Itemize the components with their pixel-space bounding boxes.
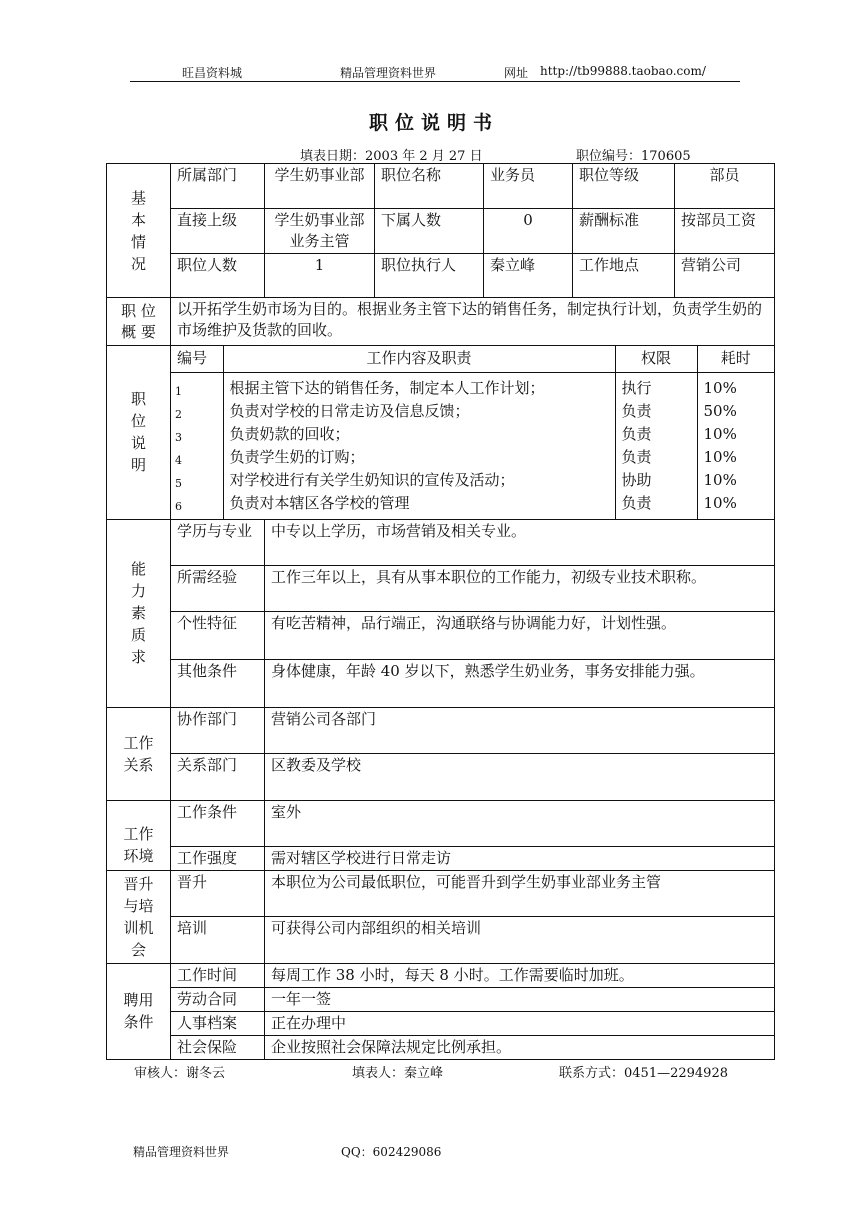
promotion-label: 晋升: [171, 870, 265, 916]
promotion-label: 培训: [171, 916, 265, 963]
bottom-left: 精品管理资料世界: [133, 1145, 230, 1159]
ability-label: 其他条件: [171, 659, 265, 707]
duty-time-list: 10% 50% 10% 10% 10% 10%: [697, 372, 774, 519]
fill-date: [300, 145, 483, 164]
cell: 0: [484, 209, 573, 254]
section-ability: 能力素质求: [107, 519, 171, 707]
relations-label: 关系部门: [171, 753, 265, 800]
section-promotion: 晋升与培训机会: [107, 870, 171, 963]
header-authority: 权限: [615, 346, 697, 372]
header-content: 工作内容及职责: [223, 346, 615, 372]
cell: 下属人数: [375, 209, 484, 254]
cell: 部员: [675, 164, 775, 209]
employment-label: 工作时间: [171, 963, 265, 987]
cell: 职位执行人: [375, 254, 484, 298]
section-duties: 职位说明: [107, 346, 171, 520]
cell: 直接上级: [171, 209, 265, 254]
employment-value: 每周工作 38 小时，每天 8 小时。工作需要临时加班。: [265, 963, 775, 987]
employment-row: [107, 1011, 775, 1035]
ability-value: 工作三年以上，具有从事本职位的工作能力，初级专业技术职称。: [265, 565, 775, 611]
page-header: [130, 60, 740, 80]
duty-row: [171, 372, 774, 519]
duty-content-list: 根据主管下达的销售任务，制定本人工作计划； 负责对学校的日常走访及信息反馈； 负责奶款的回收； 负责学生奶的订购； 对学校进行有关学生奶知识的宣传及活动； 负责对本辖区各学校的管理: [223, 372, 615, 519]
cell: 营销公司: [675, 254, 775, 298]
ability-value: 身体健康，年龄 40 岁以下，熟悉学生奶业务，事务安排能力强。: [265, 659, 775, 707]
basic-row: [107, 164, 775, 209]
basic-row: [107, 254, 775, 298]
environment-row: [107, 800, 775, 846]
ability-row: [107, 611, 775, 659]
header-left: 旺昌资料城: [182, 66, 243, 80]
relations-row: [107, 707, 775, 753]
bottom-qq: QQ：602429086: [341, 1145, 442, 1159]
basic-row: [107, 209, 775, 254]
relations-label: 协作部门: [171, 707, 265, 753]
ability-row: [107, 565, 775, 611]
environment-label: 工作强度: [171, 846, 265, 870]
contact: 联系方式：0451—2294928: [559, 1066, 728, 1081]
cell: 所属部门: [171, 164, 265, 209]
ability-value: 中专以上学历，市场营销及相关专业。: [265, 519, 775, 565]
cell: 按部员工资: [675, 209, 775, 254]
ability-row: [107, 659, 775, 707]
reviewer: 审核人：谢冬云: [134, 1066, 226, 1081]
cell: 1: [265, 254, 375, 298]
environment-row: [107, 846, 775, 870]
header-no: 编号: [171, 346, 223, 372]
cell: 职位名称: [375, 164, 484, 209]
section-overview: 职 位 概 要: [107, 298, 171, 346]
page-title: 职位说明书: [368, 112, 499, 134]
ability-label: 所需经验: [171, 565, 265, 611]
section-employment: 聘用条件: [107, 963, 171, 1059]
employment-value: 正在办理中: [265, 1011, 775, 1035]
cell: 业务员: [484, 164, 573, 209]
header-url-label: 网址: [504, 66, 529, 80]
ability-value: 有吃苦精神，品行端正，沟通联络与协调能力好，计划性强。: [265, 611, 775, 659]
duties-row: [107, 346, 775, 520]
environment-label: 工作条件: [171, 800, 265, 846]
cell: 学生奶事业部: [265, 164, 375, 209]
relations-value: 区教委及学校: [265, 753, 775, 800]
promotion-value: 可获得公司内部组织的相关培训: [265, 916, 775, 963]
cell: 秦立峰: [484, 254, 573, 298]
header-time: 耗时: [697, 346, 774, 372]
duties-table: [171, 346, 774, 519]
cell: 职位人数: [171, 254, 265, 298]
employment-value: 企业按照社会保障法规定比例承担。: [265, 1035, 775, 1059]
promotion-row: [107, 870, 775, 916]
fill-date-label: 填表日期：: [300, 149, 366, 164]
header-center: 精品管理资料世界: [340, 66, 437, 80]
fill-date-value: 2003 年 2 月 27 日: [365, 149, 483, 164]
promotion-row: [107, 916, 775, 963]
duty-authority-list: 执行 负责 负责 负责 协助 负责: [615, 372, 697, 519]
ability-label: 学历与专业: [171, 519, 265, 565]
filler: 填表人：秦立峰: [352, 1066, 444, 1081]
header-rule: [130, 81, 740, 82]
employment-label: 社会保险: [171, 1035, 265, 1059]
section-environment: 工作环境: [107, 800, 171, 870]
job-description-table: [106, 163, 775, 1060]
relations-row: [107, 753, 775, 800]
employment-row: [107, 1035, 775, 1059]
section-basic: 基本情况: [107, 164, 171, 298]
section-relations: 工作关系: [107, 707, 171, 800]
employment-row: [107, 963, 775, 987]
employment-label: 劳动合同: [171, 987, 265, 1011]
ability-row: [107, 519, 775, 565]
header-url[interactable]: http://tb99888.taobao.com/: [540, 64, 706, 78]
cell: 职位等级: [573, 164, 675, 209]
duties-header: [171, 346, 774, 372]
environment-value: 需对辖区学校进行日常走访: [265, 846, 775, 870]
position-code-label: 职位编号：: [576, 149, 642, 164]
relations-value: 营销公司各部门: [265, 707, 775, 753]
overview-row: [107, 298, 775, 346]
employment-row: [107, 987, 775, 1011]
environment-value: 室外: [265, 800, 775, 846]
promotion-value: 本职位为公司最低职位，可能晋升到学生奶事业部业务主管: [265, 870, 775, 916]
cell: 薪酬标准: [573, 209, 675, 254]
cell: 学生奶事业部业务主管: [265, 209, 375, 254]
duty-no-list: 1 2 3 4 5 6: [171, 372, 223, 519]
employment-value: 一年一签: [265, 987, 775, 1011]
ability-label: 个性特征: [171, 611, 265, 659]
cell: 工作地点: [573, 254, 675, 298]
position-code-value: 170605: [641, 149, 691, 164]
employment-label: 人事档案: [171, 1011, 265, 1035]
overview-text: 以开拓学生奶市场为目的。根据业务主管下达的销售任务，制定执行计划，负责学生奶的市场维护及货款的回收。: [171, 298, 775, 346]
position-code: [576, 145, 691, 164]
